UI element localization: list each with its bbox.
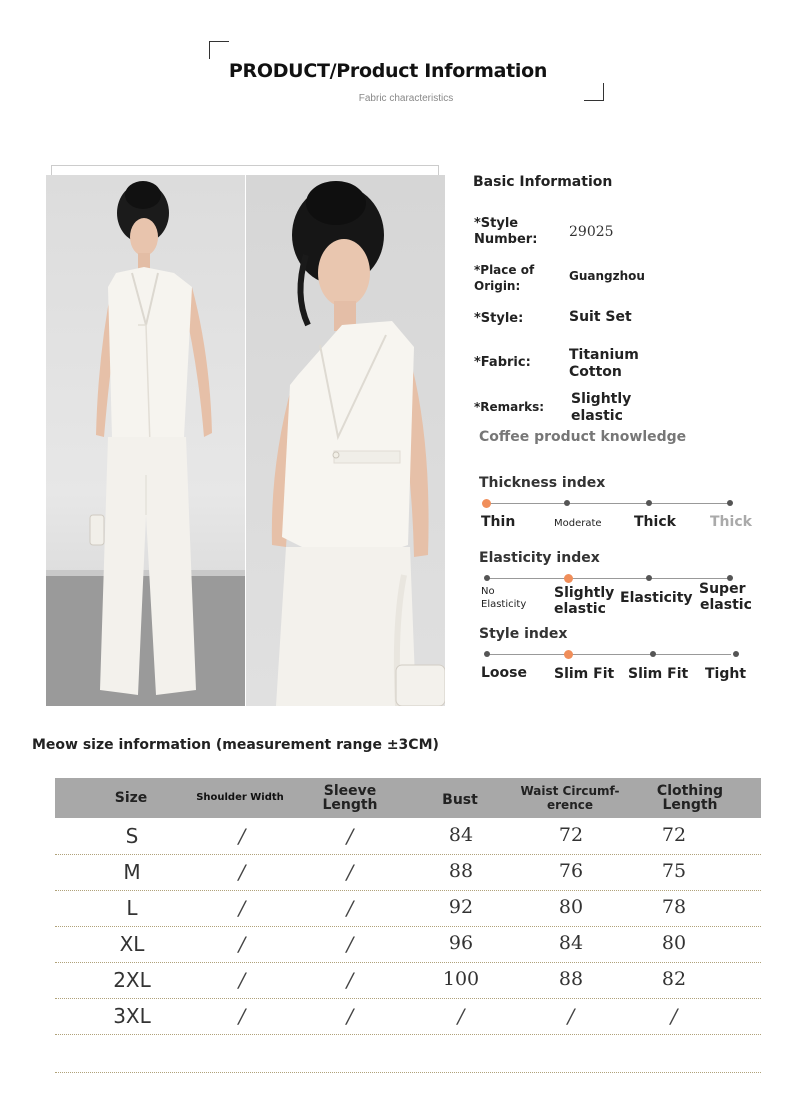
style-label-slim-fit-2: Slim Fit <box>628 666 689 682</box>
elasticity-label-super: Super elastic <box>699 581 752 613</box>
row-divider <box>55 1072 761 1073</box>
thickness-index-line <box>487 503 731 504</box>
measurement-cell: 96 <box>448 932 474 954</box>
thickness-dot-3 <box>646 500 652 506</box>
style-label-slim-fit-1: Slim Fit <box>554 666 615 682</box>
header-corner-bottom-right <box>584 83 604 101</box>
thickness-label-thick: Thick <box>634 514 676 530</box>
measurement-cell: / <box>238 968 246 992</box>
thickness-label-moderate: Moderate <box>554 518 602 529</box>
header-waist-circumference: Waist Circumf- erence <box>520 784 620 812</box>
measurement-cell: / <box>238 1004 246 1028</box>
measurement-cell: 82 <box>661 968 687 990</box>
row-divider <box>55 854 761 855</box>
measurement-cell: 80 <box>661 932 687 954</box>
coffee-knowledge-text: Coffee product knowledge <box>479 429 687 445</box>
style-index-title: Style index <box>479 626 568 642</box>
info-value: Suit Set <box>569 309 632 325</box>
measurement-cell: / <box>238 860 246 884</box>
elasticity-dot-2 <box>564 574 573 583</box>
measurement-cell: / <box>238 932 246 956</box>
measurement-cell: / <box>346 1004 354 1028</box>
measurement-cell: / <box>670 1004 678 1028</box>
style-dot-4 <box>733 651 739 657</box>
elasticity-label-elasticity: Elasticity <box>620 590 693 606</box>
product-photo-closeup <box>246 175 445 706</box>
measurement-cell: 80 <box>558 896 584 918</box>
thickness-index-title: Thickness index <box>479 475 606 491</box>
product-photo-full <box>46 175 245 706</box>
thickness-dot-4 <box>727 500 733 506</box>
measurement-cell: 75 <box>661 860 687 882</box>
size-table-title: Meow size information (measurement range ±3CM) <box>32 737 439 753</box>
photo-frame-line <box>51 165 439 175</box>
info-value: Guangzhou <box>569 269 645 283</box>
style-label-tight: Tight <box>705 666 747 682</box>
measurement-cell: 88 <box>448 860 474 882</box>
size-cell: M <box>123 860 141 884</box>
elasticity-index-line <box>487 578 731 579</box>
thickness-dot-1 <box>482 499 491 508</box>
page-title: PRODUCT/Product Information <box>228 60 548 82</box>
info-value: Slightly elastic <box>571 391 632 424</box>
thickness-label-thin: Thin <box>481 514 516 530</box>
measurement-cell: 92 <box>448 896 474 918</box>
measurement-cell: / <box>457 1004 465 1028</box>
style-label-loose: Loose <box>481 665 527 681</box>
info-label: *Remarks: <box>474 400 545 414</box>
measurement-cell: 84 <box>558 932 584 954</box>
size-cell: 2XL <box>113 968 151 992</box>
measurement-cell: / <box>346 932 354 956</box>
page-subtitle: Fabric characteristics <box>358 93 454 104</box>
elasticity-index-title: Elasticity index <box>479 550 600 566</box>
elasticity-dot-3 <box>646 575 652 581</box>
elasticity-label-slightly: Slightly elastic <box>554 585 615 617</box>
row-divider <box>55 1034 761 1035</box>
measurement-cell: 72 <box>661 824 687 846</box>
measurement-cell: 100 <box>442 968 480 990</box>
header-bust: Bust <box>442 792 478 808</box>
row-divider <box>55 926 761 927</box>
elasticity-label-no: No Elasticity <box>481 586 527 610</box>
info-label: *Place of Origin: <box>474 263 535 293</box>
measurement-cell: 88 <box>558 968 584 990</box>
header-size: Size <box>114 790 148 806</box>
measurement-cell: / <box>238 824 246 848</box>
measurement-cell: 76 <box>558 860 584 882</box>
measurement-cell: / <box>238 896 246 920</box>
row-divider <box>55 890 761 891</box>
info-value: Titanium Cotton <box>569 347 639 380</box>
size-cell: S <box>125 824 139 848</box>
measurement-cell: 72 <box>558 824 584 846</box>
thickness-dot-2 <box>564 500 570 506</box>
header-clothing-length: Clothing Length <box>656 783 724 813</box>
basic-info-title: Basic Information <box>473 174 613 190</box>
header-sleeve-length: Sleeve Length <box>322 783 378 813</box>
size-cell: 3XL <box>113 1004 151 1028</box>
header-corner-top-left <box>209 41 229 59</box>
info-value: 29025 <box>569 224 614 240</box>
info-label: *Style Number: <box>474 216 538 247</box>
style-dot-2 <box>564 650 573 659</box>
measurement-cell: / <box>346 824 354 848</box>
style-dot-1 <box>484 651 490 657</box>
thickness-label-thick-faded: Thick <box>710 514 752 530</box>
style-index-line <box>487 654 731 655</box>
measurement-cell: / <box>567 1004 575 1028</box>
measurement-cell: / <box>346 860 354 884</box>
measurement-cell: 84 <box>448 824 474 846</box>
style-dot-3 <box>650 651 656 657</box>
header-shoulder-width: Shoulder Width <box>196 792 284 803</box>
row-divider <box>55 962 761 963</box>
measurement-cell: 78 <box>661 896 687 918</box>
measurement-cell: / <box>346 896 354 920</box>
info-label: *Style: <box>474 311 524 326</box>
row-divider <box>55 998 761 999</box>
info-label: *Fabric: <box>474 355 531 370</box>
size-cell: XL <box>119 932 145 956</box>
size-table-header <box>55 778 761 818</box>
measurement-cell: / <box>346 968 354 992</box>
elasticity-dot-1 <box>484 575 490 581</box>
size-cell: L <box>126 896 138 920</box>
